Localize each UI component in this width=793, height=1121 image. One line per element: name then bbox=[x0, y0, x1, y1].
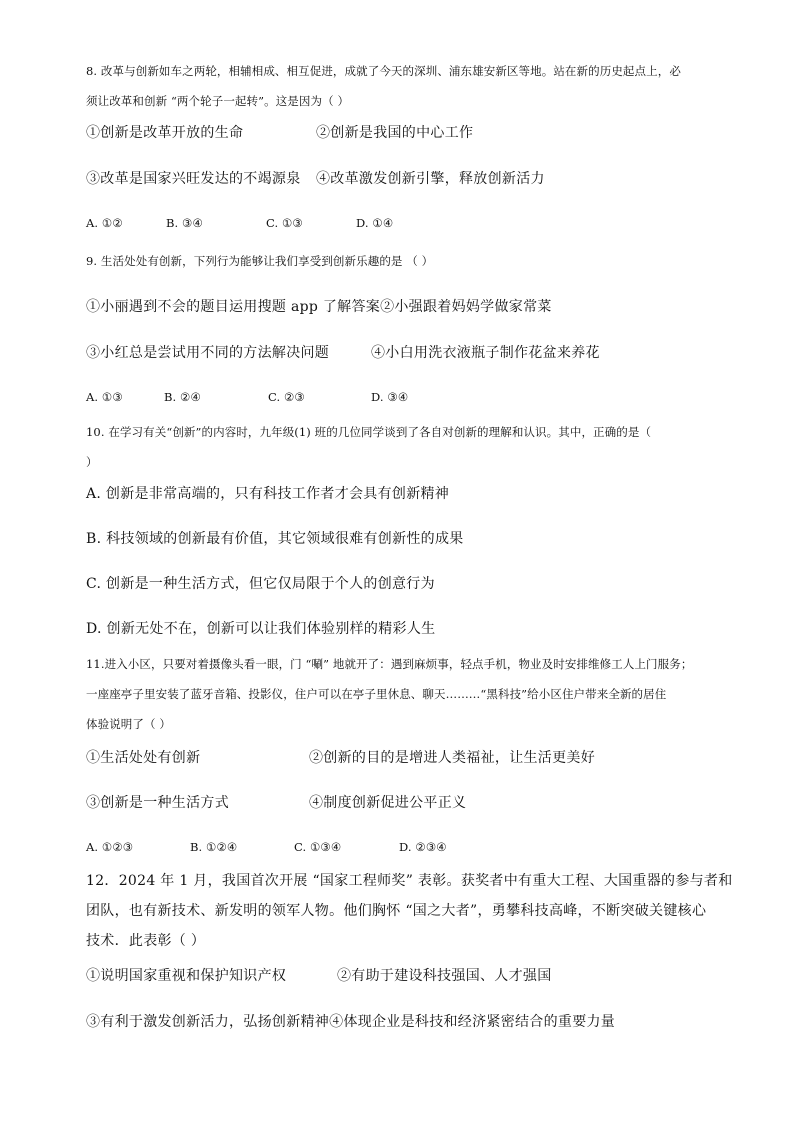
statement-2: ②有助于建设科技强国、人才强国 bbox=[337, 968, 552, 984]
option-d: D. ①④ bbox=[356, 216, 394, 230]
option-b: B. ②④ bbox=[164, 390, 201, 404]
option-a: A. ①② bbox=[86, 216, 123, 230]
statement-4: ④改革激发创新引擎，释放创新活力 bbox=[316, 171, 545, 187]
option-d: D. ②③④ bbox=[399, 840, 447, 854]
question-stem-line: 须让改革和创新 “两个轮子一起转”。这是因为（ ） bbox=[86, 94, 350, 108]
statement-1: ①生活处处有创新 bbox=[86, 750, 201, 766]
statement-4: ④小白用洗衣液瓶子制作花盆来养花 bbox=[371, 345, 600, 361]
question-stem-line: 一座座亭子里安装了蓝牙音箱、投影仪，住户可以在亭子里休息、聊天………“黑科技”给小区住户带来全新的居住 bbox=[86, 687, 667, 701]
option-a: A. ①③ bbox=[86, 390, 123, 404]
option-d: D. ③④ bbox=[371, 390, 409, 404]
option-b: B. ③④ bbox=[166, 216, 203, 230]
statement-4: ④制度创新促进公平正义 bbox=[309, 795, 467, 811]
question-stem-line: 9. 生活处处有创新，下列行为能够让我们享受到创新乐趣的是 （ ） bbox=[86, 254, 434, 268]
question-stem-line: 12．2024 年 1 月，我国首次开展 “国家工程师奖” 表彰。获奖者中有重大工程、大国重器的参与者和 bbox=[86, 873, 733, 889]
option-a: A. 创新是非常高端的，只有科技工作者才会具有创新精神 bbox=[86, 486, 450, 502]
option-c: C. ①③④ bbox=[294, 840, 342, 854]
question-stem-line: 技术．此表彰（ ） bbox=[86, 933, 206, 949]
statement-1: ①创新是改革开放的生命 bbox=[86, 125, 244, 141]
statement-1: ①说明国家重视和保护知识产权 bbox=[86, 968, 287, 984]
statement-3: ③改革是国家兴旺发达的不竭源泉 bbox=[86, 171, 301, 187]
statement-3: ③创新是一种生活方式 bbox=[86, 795, 229, 811]
option-b: B. ①②④ bbox=[190, 840, 238, 854]
statement-2: ②创新是我国的中心工作 bbox=[316, 125, 474, 141]
question-stem-line: 11.进入小区，只要对着摄像头看一眼，门 “唰” 地就开了：遇到麻烦事，轻点手机，物业及时安排维修工人上门服务； bbox=[86, 657, 693, 671]
statement-1-2: ①小丽遇到不会的题目运用搜题 app 了解答案②小强跟着妈妈学做家常菜 bbox=[86, 299, 552, 315]
question-stem-line: ） bbox=[86, 455, 98, 469]
statement-3: ③小红总是尝试用不同的方法解决问题 bbox=[86, 345, 330, 361]
statement-3-4: ③有利于激发创新活力，弘扬创新精神④体现企业是科技和经济紧密结合的重要力量 bbox=[86, 1014, 616, 1030]
question-stem-line: 10. 在学习有关“创新”的内容时，九年级(1) 班的几位同学谈到了各自对创新的理解和认识。其中，正确的是（ bbox=[86, 425, 652, 439]
option-c: C. ②③ bbox=[268, 390, 305, 404]
option-a: A. ①②③ bbox=[86, 840, 134, 854]
option-d: D. 创新无处不在，创新可以让我们体验别样的精彩人生 bbox=[86, 621, 436, 637]
question-stem-line: 8. 改革与创新如车之两轮，相辅相成、相互促进，成就了今天的深圳、浦东雄安新区等地。站在新的历史起点上，必 bbox=[86, 64, 681, 78]
option-c: C. ①③ bbox=[266, 216, 303, 230]
statement-2: ②创新的目的是增进人类福祉，让生活更美好 bbox=[309, 750, 595, 766]
question-stem-line: 团队，也有新技术、新发明的领军人物。他们胸怀 “国之大者”，勇攀科技高峰，不断突破关键核心 bbox=[86, 903, 707, 919]
option-c: C. 创新是一种生活方式，但它仅局限于个人的创意行为 bbox=[86, 576, 435, 592]
option-b: B. 科技领域的创新最有价值，其它领域很难有创新性的成果 bbox=[86, 531, 464, 547]
question-stem-line: 体验说明了（ ） bbox=[86, 717, 171, 731]
